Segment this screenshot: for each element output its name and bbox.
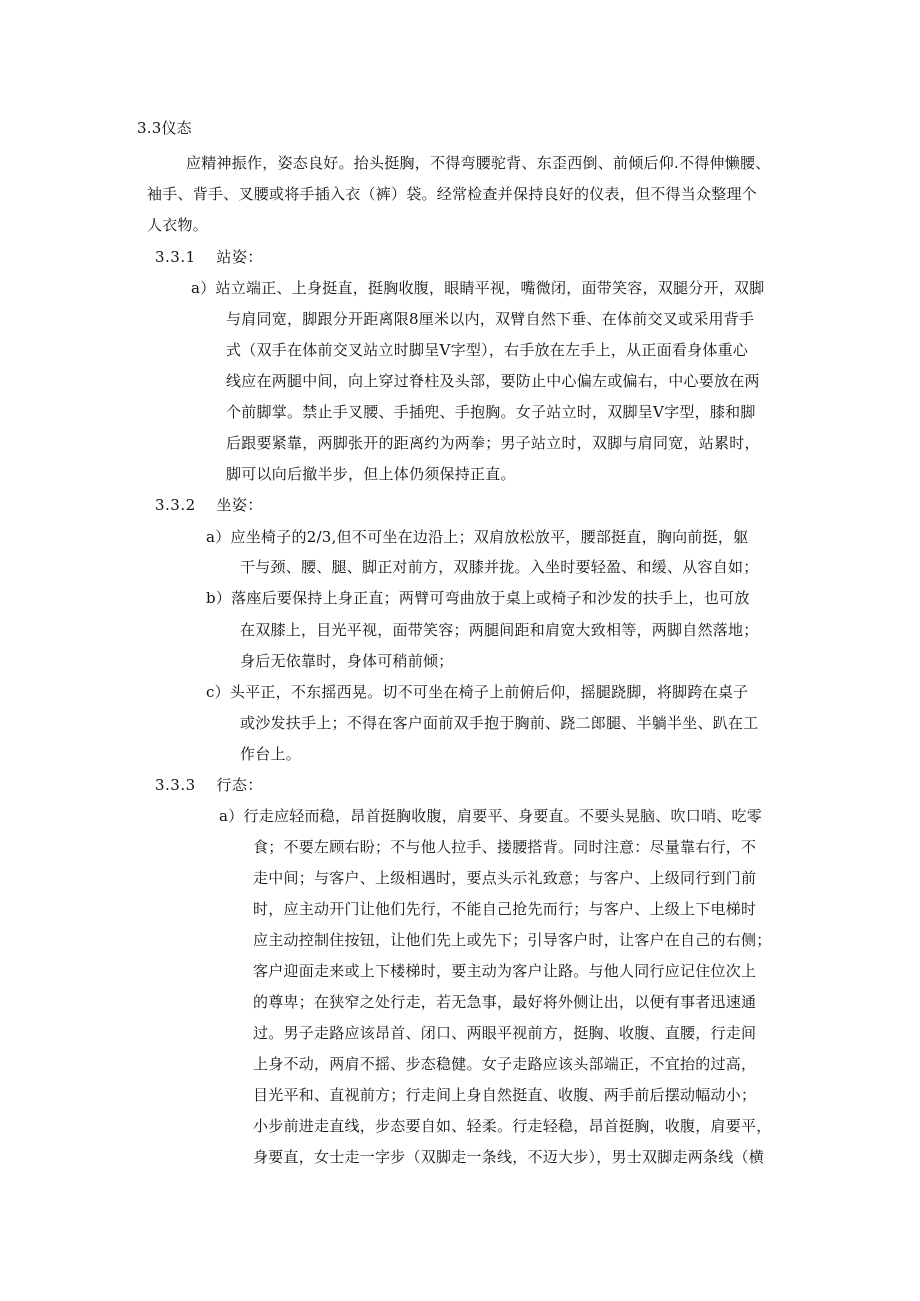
section-heading: 3.3仪态: [137, 119, 192, 137]
walking-item-a-line: a）行走应轻而稳，昂首挺胸收腹，肩要平、身要直。不要头晃脑、吹口哨、吃零: [219, 807, 762, 825]
walking-item-a-line: 过。男子走路应该昂首、闭口、两眼平视前方，挺胸、收腹、直腰，行走间: [253, 1024, 757, 1042]
standing-item-a-line: 后跟要紧靠，两脚张开的距离约为两拳；男子站立时，双脚与肩同宽，站累时，: [226, 434, 760, 452]
walking-item-a-line: 小步前进走直线，步态要自如、轻柔。行走轻稳，昂首挺胸，收腹，肩要平，: [253, 1117, 772, 1135]
sitting-item-b-line: 在双膝上，目光平视，面带笑容；两腿间距和肩宽大致相等，两脚自然落地；: [240, 621, 759, 639]
standing-item-a-line: 脚可以向后撤半步，但上体仍须保持正直。: [226, 465, 516, 483]
standing-item-a-line: a）站立端正、上身挺直，挺胸收腹，眼睛平视，嘴微闭，面带笑容，双腿分开，双脚: [191, 279, 765, 297]
sitting-item-c-line: c）头平正，不东摇西晃。切不可坐在椅子上前俯后仰，摇腿跷脚，将脚跨在桌子: [206, 683, 749, 701]
sitting-item-c-line: 或沙发扶手上；不得在客户面前双手抱于胸前、跷二郎腿、半躺半坐、趴在工: [240, 714, 759, 732]
sitting-item-a-line: a）应坐椅子的2/3,但不可坐在边沿上；双肩放松放平，腰部挺直，胸向前挺，躯: [206, 528, 749, 546]
walking-item-a-line: 走中间；与客户、上级相遇时，要点头示礼致意；与客户、上级同行到门前: [253, 869, 757, 887]
sitting-item-c-line: 作台上。: [240, 745, 302, 763]
sitting-heading: 3.3.2 坐姿：: [155, 496, 263, 514]
walking-item-a-line: 时，应主动开门让他们先行，不能自己抢先而行；与客户、上级上下电梯时: [253, 900, 757, 918]
sitting-item-a-line: 干与颈、腰、腿、脚正对前方，双膝并拢。入坐时要轻盈、和缓、从容自如；: [240, 558, 759, 576]
walking-item-a-line: 的尊卑；在狭窄之处行走，若无急事，最好将外侧让出，以便有事者迅速通: [253, 993, 757, 1011]
walking-item-a-line: 身要直，女士走一字步（双脚走一条线，不迈大步），男士双脚走两条线（横: [253, 1148, 765, 1166]
sitting-item-b-line: 身后无依靠时，身体可稍前倾；: [240, 652, 454, 670]
intro-line: 应精神振作，姿态良好。抬头挺胸，不得弯腰驼背、东歪西倒、前倾后仰.不得伸懒腰、: [186, 154, 771, 172]
intro-line: 袖手、背手、叉腰或将手插入衣（裤）袋。经常检查并保持良好的仪表，但不得当众整理个: [147, 185, 758, 203]
walking-heading: 3.3.3 行态：: [155, 776, 263, 794]
walking-item-a-line: 目光平和、直视前方；行走间上身自然挺直、收腹、两手前后摆动幅动小；: [253, 1086, 757, 1104]
walking-item-a-line: 应主动控制住按钮，让他们先上或先下；引导客户时，让客户在自己的右侧；: [253, 931, 772, 949]
walking-item-a-line: 食；不要左顾右盼；不与他人拉手、搂腰搭背。同时注意：尽量靠右行，不: [253, 838, 757, 856]
standing-item-a-line: 式（双手在体前交叉站立时脚呈V字型），右手放在左手上，从正面看身体重心: [226, 341, 749, 359]
standing-item-a-line: 线应在两腿中间，向上穿过脊柱及头部，要防止中心偏左或偏右，中心要放在两: [226, 372, 760, 390]
walking-item-a-line: 上身不动，两肩不摇、步态稳健。女子走路应该头部端正，不宜抬的过高，: [253, 1055, 757, 1073]
walking-item-a-line: 客户迎面走来或上下楼梯时，要主动为客户让路。与他人同行应记住位次上: [253, 962, 757, 980]
intro-line: 人衣物。: [147, 216, 209, 234]
sitting-item-b-line: b）落座后要保持上身正直；两臂可弯曲放于桌上或椅子和沙发的扶手上，也可放: [206, 589, 750, 607]
standing-heading: 3.3.1 站姿：: [155, 248, 263, 266]
standing-item-a-line: 个前脚掌。禁止手叉腰、手插兜、手抱胸。女子站立时，双脚呈V字型，膝和脚: [226, 403, 756, 421]
standing-item-a-line: 与肩同宽，脚跟分开距离限8厘米以内，双臂自然下垂、在体前交叉或采用背手: [226, 310, 755, 328]
